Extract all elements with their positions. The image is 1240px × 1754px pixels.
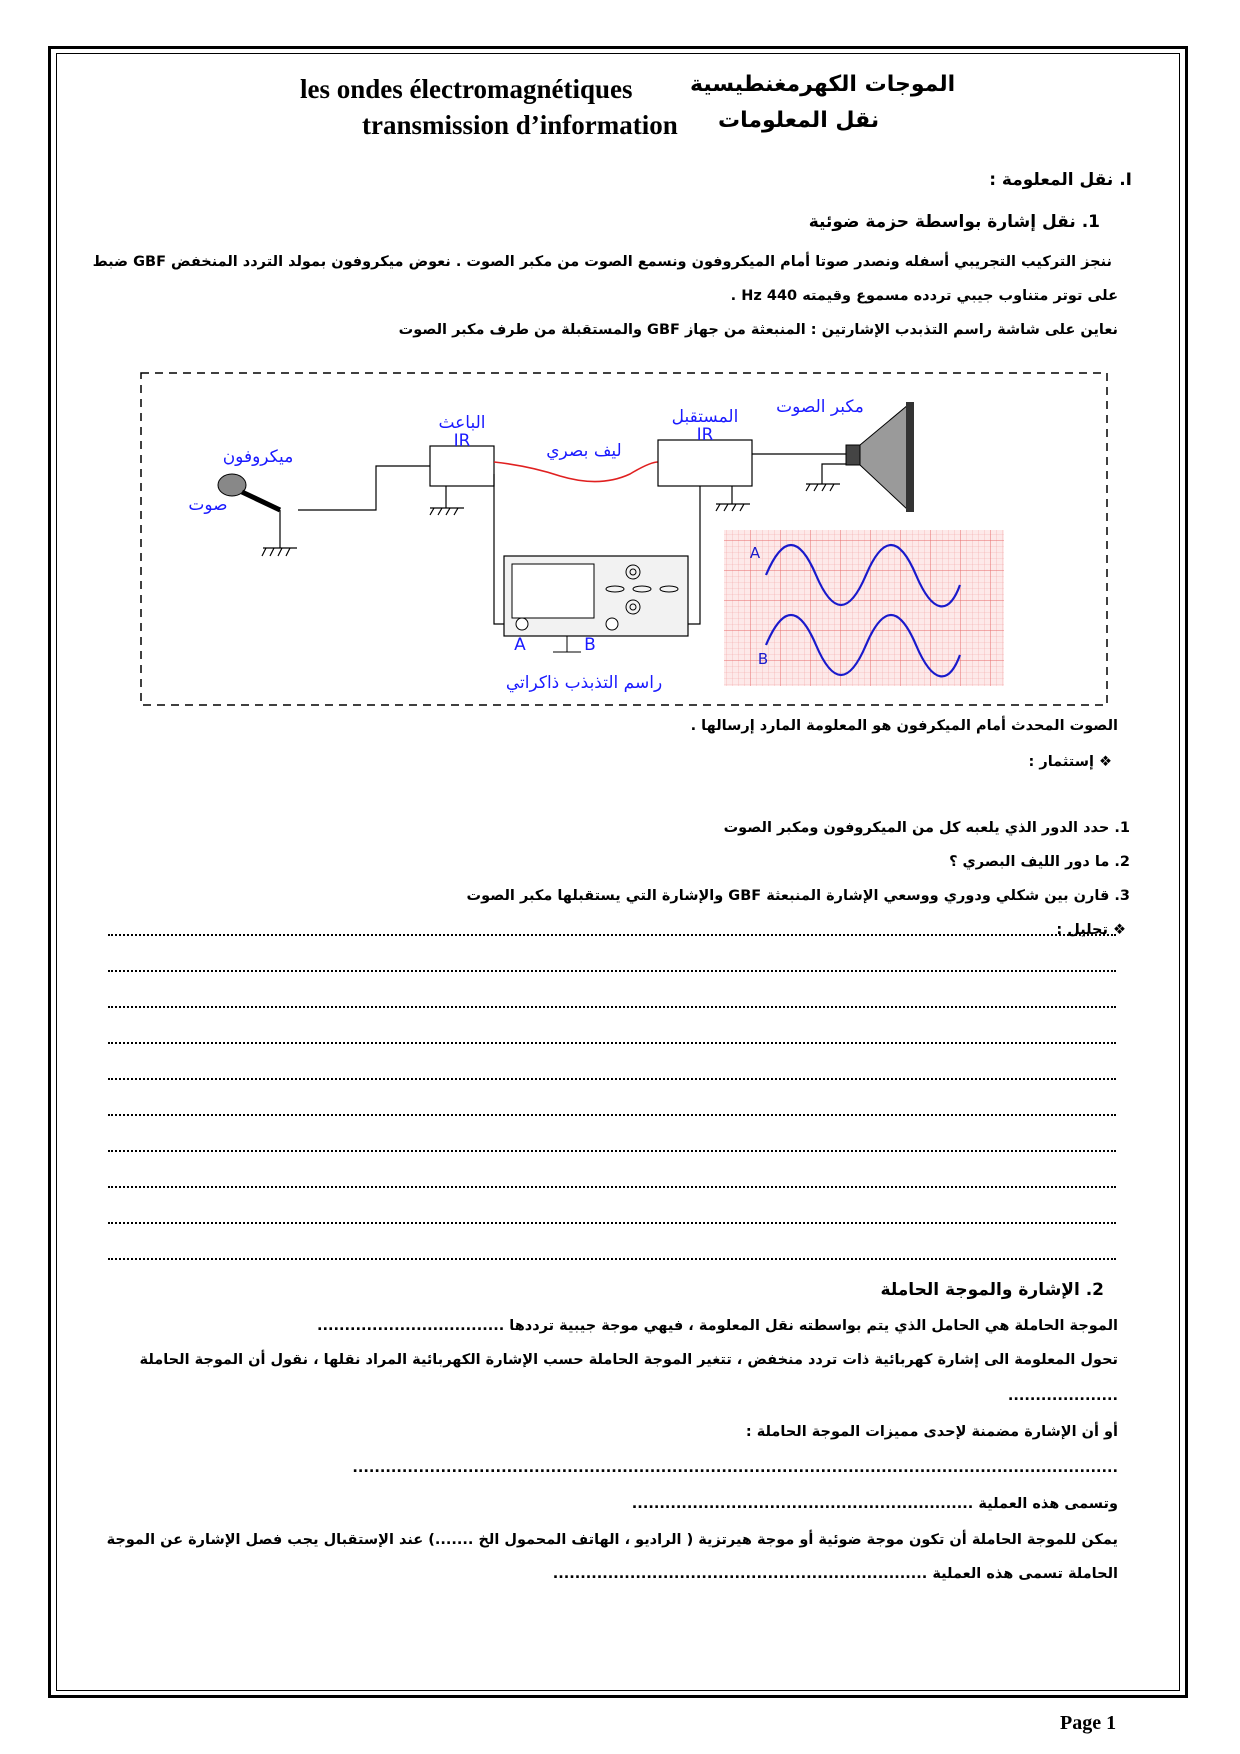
paragraph-line: على توتر متناوب جيبي تردده مسموع وقيمته 440 Hz . xyxy=(730,288,1118,304)
question-3: 3. قارن بين شكلي ودوري ووسعي الإشارة المنبعثة GBF والإشارة التي يستقبلها مكبر الصوت xyxy=(466,888,1130,904)
answer-line[interactable] xyxy=(108,1042,1116,1044)
oscilloscope-label: راسم التذبذب ذاكراتي xyxy=(505,673,663,693)
sound-label: صوت xyxy=(188,495,228,515)
screen-trace-b-label: B xyxy=(757,650,769,668)
question-1: 1. حدد الدور الذي يلعبه كل من الميكروفون ومكبر الصوت xyxy=(723,820,1130,836)
microphone-label: ميكروفون xyxy=(222,447,294,467)
answer-line[interactable] xyxy=(108,1222,1116,1224)
answer-line[interactable] xyxy=(108,1258,1116,1260)
fiber-label: ليف بصري xyxy=(546,441,622,461)
receiver-ir-label: IR xyxy=(696,425,714,445)
screen-trace-a-label: A xyxy=(749,544,761,562)
ground-symbol xyxy=(806,464,846,491)
title-arabic-2: نقل المعلومات xyxy=(718,108,880,133)
exploit-heading: ❖ إستثمار : xyxy=(1028,754,1112,770)
emitter-label: الباعث xyxy=(438,413,486,433)
answer-line[interactable] xyxy=(108,970,1116,972)
section2-line: أو أن الإشارة مضمنة لإحدى مميزات الموجة الحاملة : xyxy=(745,1424,1118,1440)
answer-line[interactable] xyxy=(108,1006,1116,1008)
section2-line: .................... xyxy=(1007,1388,1118,1404)
channel-b-label: B xyxy=(584,635,596,655)
optical-fiber xyxy=(494,462,658,482)
section1-heading: I. نقل المعلومة : xyxy=(989,170,1132,190)
speaker-label: مكبر الصوت xyxy=(776,397,864,417)
section2-line: يمكن للموجة الحاملة أن تكون موجة ضوئية أو موجة هيرتزية ( الراديو ، الهاتف المحمول الخ .......) عند الإستقبال يجب فصل الإشارة عن الموجة xyxy=(106,1532,1118,1548)
answer-line[interactable] xyxy=(108,1186,1116,1188)
statement-line: الصوت المحدث أمام الميكرفون هو المعلومة المارد إرسالها . xyxy=(690,718,1118,734)
analysis-heading: ❖ تحليل : xyxy=(1056,922,1126,938)
experimental-setup-diagram xyxy=(0,0,1240,720)
receiver-box xyxy=(658,440,752,486)
section2-line: تحول المعلومة الى إشارة كهربائية ذات تردد منخفض ، تتغير الموجة الحاملة حسب الإشارة الكهربائية المراد نقلها ، نقول أن الموجة الحاملة xyxy=(139,1352,1118,1368)
ground-symbol xyxy=(716,486,750,511)
section2-line: وتسمى هذه العملية .............................................................. xyxy=(631,1496,1118,1512)
section2-line: الموجة الحاملة هي الحامل الذي يتم بواسطته نقل المعلومة ، فيهي موجة جيبية ترددها .................................. xyxy=(316,1318,1118,1334)
page-number: Page 1 xyxy=(1060,1712,1117,1734)
emitter-ir-label: IR xyxy=(453,431,471,451)
paragraph-line: نعاين على شاشة راسم التذبدب الإشارتين : المنبعثة من جهاز GBF والمستقبلة من طرف مكبر الصوت xyxy=(398,322,1118,338)
answer-line[interactable] xyxy=(108,1078,1116,1080)
answer-line[interactable] xyxy=(108,1150,1116,1152)
section2-line: ........................................................................................................................................... xyxy=(352,1460,1118,1476)
title-arabic-1: الموجات الكهرمغنطيسية xyxy=(690,72,956,97)
emitter-box xyxy=(430,446,494,486)
paragraph-line: ننجز التركيب التجريبي أسفله ونصدر صوتا أمام الميكروفون ونسمع الصوت من مكبر الصوت . نعوض ميكروفون بمولد التردد المنخفض GBF ضبط xyxy=(92,254,1112,270)
speaker-icon xyxy=(846,402,914,512)
receiver-label: المستقبل xyxy=(671,407,739,427)
answer-line[interactable] xyxy=(108,1114,1116,1116)
section2-line: الحاملة تسمى هذه العملية .................................................................... xyxy=(552,1566,1118,1582)
answer-line[interactable] xyxy=(108,934,1116,936)
subsection2-heading: 2. الإشارة والموجة الحاملة xyxy=(880,1280,1104,1300)
title-french-2: transmission d’information xyxy=(362,110,678,140)
ground-symbol xyxy=(430,486,464,515)
question-2: 2. ما دور الليف البصري ؟ xyxy=(949,854,1130,870)
title-french-1: les ondes électromagnétiques xyxy=(300,74,633,104)
channel-a-label: A xyxy=(514,635,526,655)
ground-symbol xyxy=(262,510,297,556)
subsection1-heading: 1. نقل إشارة بواسطة حزمة ضوئية xyxy=(808,212,1100,232)
oscilloscope-icon xyxy=(504,556,688,652)
wire xyxy=(298,466,430,510)
